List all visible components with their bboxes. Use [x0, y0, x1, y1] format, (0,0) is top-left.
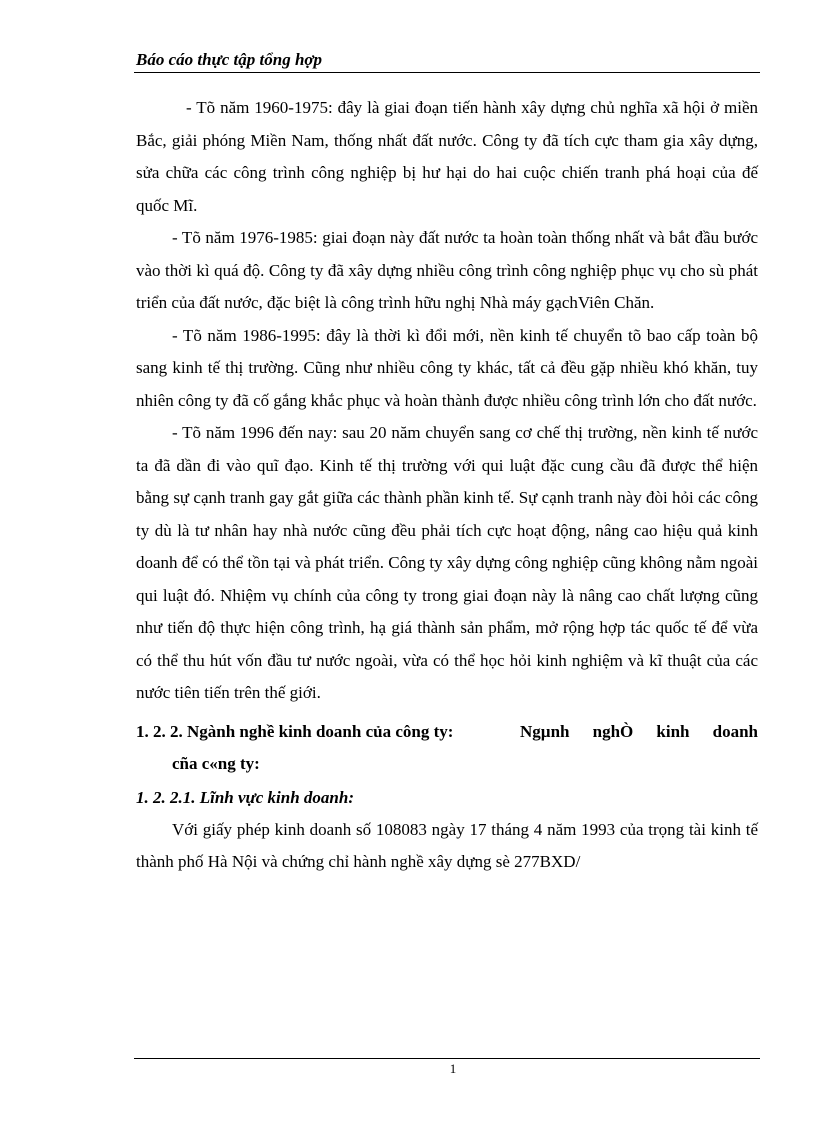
paragraph-1976-1985: - Tõ năm 1976-1985: giai đoạn này đất nước ta hoàn toàn thống nhất và bắt đầu bước vào thời kì quá độ. Công ty đã xây dựng nhiều công trình công nghiệp phục vụ cho sù phát triển của đất nước, đặc biệt là công trình hữu nghị Nhà máy gạchViên Chăn.	[136, 228, 758, 312]
document-body	[136, 92, 758, 879]
subsection-heading: 1. 2. 2.1. Lĩnh vực kinh doanh:	[136, 787, 354, 807]
paragraph-1996-now: - Tõ năm 1996 đến nay: sau 20 năm chuyển sang cơ chế thị trường, nền kinh tế nước ta đã dần đi vào quĩ đạo. Kinh tế thị trường với qui luật đặc cung cầu đã được thể hiện bằng sự cạnh tranh gay gắt giữa các thành phần kinh tế. Sự cạnh tranh này đòi hỏi các công ty dù là tư nhân hay nhà nước cũng đều phải tích cực hoạt động, nâng cao hiệu quả kinh doanh để có thể tồn tại và phát triển. Công ty xây dựng công nghiệp cũng không nằm ngoài qui luật đó. Nhiệm vụ chính của công ty trong giai đoạn này là nâng cao chất lượng cũng như tiến độ thực hiện công trình, hạ giá thành sản phẩm, mở rộng hợp tác quốc tế để vừa có thể thu hút vốn đầu tư nước ngoài, vừa có thể học hỏi kinh nghiệm và kĩ thuật của các nước tiên tiến trên thế giới.	[136, 423, 758, 702]
page-number: 1	[449, 1061, 457, 1076]
section-heading-extra-line2: cña c«ng ty:	[172, 753, 260, 773]
header-divider	[134, 72, 760, 73]
paragraph-1986-1995: - Tõ năm 1986-1995: đây là thời kì đổi mới, nền kinh tế chuyển tõ bao cấp toàn bộ sang kinh tế thị trường. Cũng như nhiều công ty khác, tất cả đều gặp nhiều khó khăn, tuy nhiên công ty đã cố gắng khắc phục và hoàn thành được nhiều công trình lớn cho đất nước.	[136, 325, 758, 410]
footer-divider	[134, 1058, 760, 1059]
section-heading-text: 1. 2. 2. Ngành nghề kinh doanh của công ty:	[136, 721, 454, 741]
paragraph-1960-1975: - Tõ năm 1960-1975: đây là giai đoạn tiến hành xây dựng chủ nghĩa xã hội ở miền Bắc, giải phóng Miền Nam, thống nhất đất nước. Công ty đã tích cực tham gia xây dựng, sửa chữa các công trình công nghiệp bị hư hại do hai cuộc chiến tranh phá hoại của đế quốc Mĩ.	[136, 98, 758, 215]
paragraph-business-license: Với giấy phép kinh doanh số 108083 ngày 17 tháng 4 năm 1993 của trọng tài kinh tế thành phố Hà Nội và chứng chỉ hành nghề xây dựng sè 277BXD/	[136, 819, 758, 871]
section-heading-extra: Ngµnh nghÒ kinh doanh	[520, 721, 758, 741]
section-heading	[136, 716, 758, 780]
header-title: Báo cáo thực tập tổng hợp	[136, 50, 323, 69]
